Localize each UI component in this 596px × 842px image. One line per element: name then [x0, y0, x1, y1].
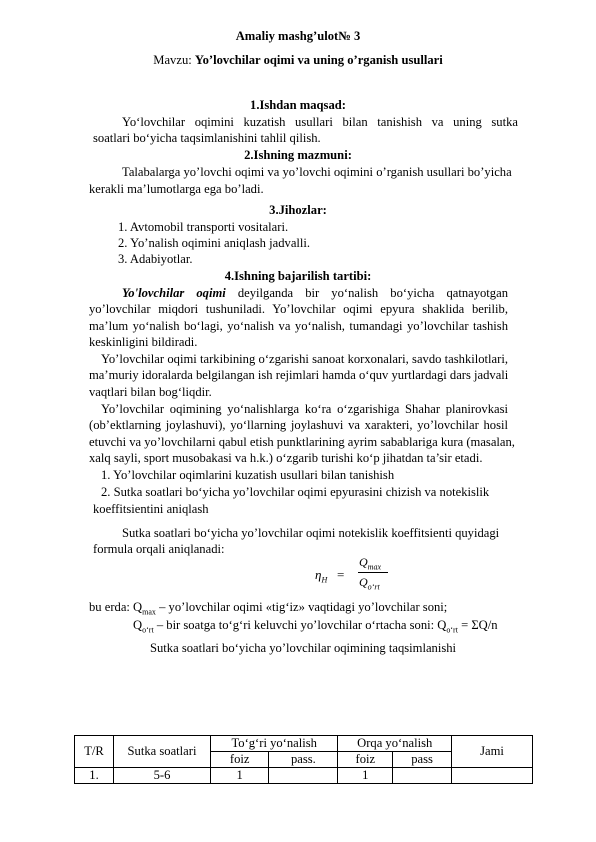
section-title-purpose: 1.Ishdan maqsad:	[250, 98, 346, 112]
subject-line	[0, 52, 596, 68]
formula-eta	[315, 567, 327, 585]
header-hours: Sutka soatlari	[114, 736, 211, 768]
formula-fraction-bar	[358, 572, 388, 573]
content-line-2: kerakli ma’lumotlarga ega bo’ladi.	[89, 182, 264, 196]
para3-line-4: xalq sayli, sport musobakasi va h.k.) o‘zgarib turishi ko‘p jihatdan ta’sir etadi.	[89, 451, 483, 465]
para3-line-3: etuvchi va yo’lovchilarni qabul etish punktlarining ayrim sabablariga kura (masalan,	[89, 435, 515, 449]
header-back: Orqa yo‘nalish	[338, 736, 452, 752]
formula-denominator	[359, 575, 380, 591]
para1-line-3: ma’lum yo‘nalish bo‘lagi, yo‘nalish va yo‘nalish, tumandagi yo’lovchilar tashish	[89, 319, 508, 333]
formula-den-sub: o‘rt	[367, 582, 380, 592]
cell-total	[452, 768, 533, 784]
def-qavg-sub: o‘rt	[142, 625, 154, 635]
para2-line-3: vaqtlari bilan bog‘liqdir.	[89, 385, 212, 399]
task-item-2-line-1: 2. Sutka soatlari bo‘yicha yo’lovchilar oqimi epyurasini chizish va notekislik	[101, 485, 490, 499]
para1-line-1	[122, 285, 508, 301]
equipment-item-3: 3. Adabiyotlar.	[118, 252, 193, 266]
def-qavg-prefix: Q	[133, 618, 143, 632]
table-row	[75, 768, 533, 784]
subject-text: Yo’lovchilar oqimi va uning o’rganish usullari	[194, 53, 443, 67]
header-forward: To‘g‘ri yo‘nalish	[211, 736, 338, 752]
header-pass-back: pass	[393, 752, 452, 768]
definition-qavg	[133, 617, 498, 639]
para2-line-1: Yo’lovchilar oqimi tarkibining o‘zgarishi sanoat korxonalari, savdo tashkilotlari,	[101, 352, 508, 366]
def-qavg-sub-2: o‘rt	[446, 625, 458, 635]
header-tr: T/R	[75, 736, 114, 768]
def-qmax-sub: max	[142, 607, 156, 617]
para2-line-2: ma’muriy idoralarda belgilangan ish rejimlari hamda o‘quv yurtlardagi dars jadvali	[89, 368, 509, 382]
header-foiz-forward: foiz	[211, 752, 269, 768]
cell-tr: 1.	[75, 768, 114, 784]
formula-equals: =	[337, 567, 345, 582]
formula-eta-symbol: η	[315, 567, 322, 582]
para3-line-2: (ob’ektlarning joylashuvi), yo‘llarning joylashuvi va xarakteri, yo’lovchilar hosil	[89, 418, 508, 432]
purpose-line-2: soatlari bo‘yicha taqsimlanishini tahlil qilish.	[93, 131, 321, 145]
task-item-1: 1. Yo’lovchilar oqimlarini kuzatish usullari bilan tanishish	[101, 468, 395, 482]
def-qavg-text: – bir soatga to‘g‘ri keluvchi yo’lovchilar o‘rtacha soni: Q	[153, 618, 447, 632]
formula-num-symbol: Q	[359, 555, 368, 569]
formula-den-symbol: Q	[359, 575, 368, 589]
table-header-row-1	[75, 736, 533, 752]
content-line-1: Talabalarga yo’lovchi oqimi va yo’lovchi oqimini o’rganish usullari bo’yicha	[122, 165, 512, 179]
cell-hours: 5-6	[114, 768, 211, 784]
section-title-content: 2.Ishning mazmuni:	[244, 148, 352, 162]
formula-num-sub: max	[367, 562, 381, 572]
cell-pass-forward	[269, 768, 338, 784]
equipment-item-1: 1. Avtomobil transporti vositalari.	[118, 220, 289, 234]
task-item-2-line-2: koeffitsientini aniqlash	[93, 502, 209, 516]
nonuniformity-formula	[315, 555, 405, 595]
cell-foiz-forward: 1	[211, 768, 269, 784]
header-total: Jami	[452, 736, 533, 768]
subject-prefix: Mavzu:	[153, 53, 195, 67]
para1-line-4: keskinligini bildiradi.	[89, 335, 198, 349]
term-passenger-flow: Yo'lovchilar oqimi	[122, 286, 226, 300]
header-pass-forward: pass.	[269, 752, 338, 768]
page-title: Amaliy mashg’ulot№ 3	[235, 29, 361, 43]
header-foiz-back: foiz	[338, 752, 393, 768]
para3-line-1: Yo’lovchilar oqimining yo‘nalishlarga ko‘ra o‘zgarishiga Shahar planirovkasi	[101, 402, 508, 416]
cell-foiz-back: 1	[338, 768, 393, 784]
formula-eta-sub: H	[321, 575, 328, 585]
table-caption: Sutka soatlari bo‘yicha yo’lovchilar oqimining taqsimlanishi	[150, 641, 457, 655]
distribution-table	[74, 735, 533, 784]
def-qmax-prefix: bu erda: Q	[89, 600, 143, 614]
para1-line-2: yo’lovchilar miqdori tushuniladi. Yo’lovchilar oqimi epyura shaklida berilib,	[89, 302, 508, 316]
formula-intro-line-2: formula orqali aniqlanadi:	[93, 542, 225, 556]
section-title-equipment: 3.Jihozlar:	[269, 203, 327, 217]
def-qavg-formula-end: = ΣQ/n	[457, 618, 498, 632]
para1-line-1-rest: deyilganda bir yo‘nalish bo‘yicha qatnayotgan	[225, 286, 508, 300]
formula-intro-line-1: Sutka soatlari bo‘yicha yo’lovchilar oqimi notekislik koeffitsienti quyidagi	[122, 526, 500, 540]
formula-numerator	[359, 555, 381, 571]
equipment-item-2: 2. Yo’nalish oqimini aniqlash jadvalli.	[118, 236, 311, 250]
cell-pass-back	[393, 768, 452, 784]
purpose-line-1: Yo‘lovchilar oqimini kuzatish usullari bilan tanishish va uning sutka	[122, 115, 518, 129]
section-title-procedure: 4.Ishning bajarilish tartibi:	[224, 269, 372, 283]
def-qmax-text: – yo’lovchilar oqimi «tig‘iz» vaqtidagi yo’lovchilar soni;	[155, 600, 448, 614]
